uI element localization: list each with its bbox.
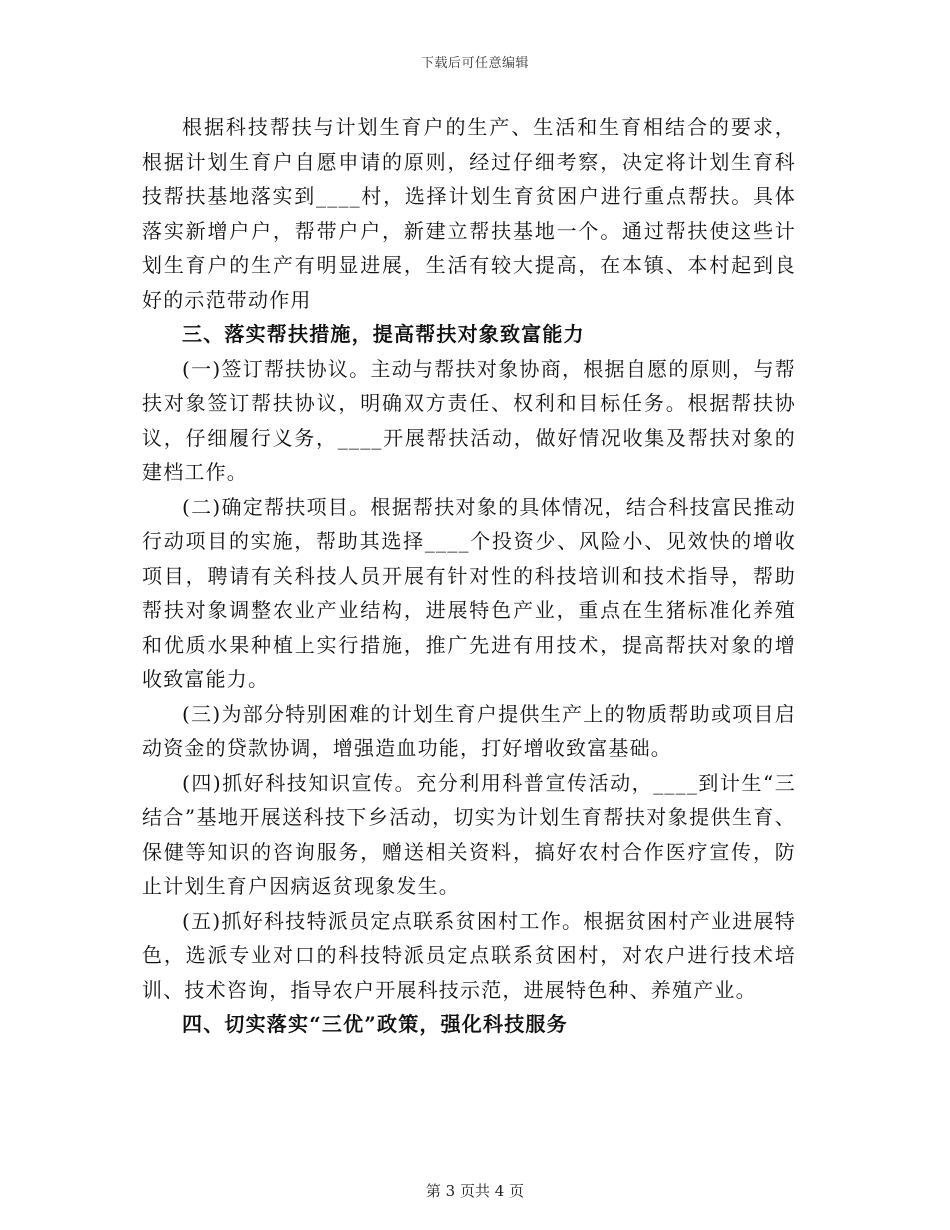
paragraph-define-projects: (二)确定帮扶项目。根据帮扶对象的具体情况，结合科技富民推动行动项目的实施，帮助其选择____个投资少、风险小、见效快的增收项目，聘请有关科技人员开展有针对性的科技培训和技术指导，帮助帮扶对象调整农业产业结构，进展特色产业，重点在生猪标准化养殖和优质水果种植上实行措施，推广先进有用技术，提高帮扶对象的增收致富能力。	[142, 494, 796, 691]
paragraph-sign-agreement: (一)签订帮扶协议。主动与帮扶对象协商，根据自愿的原则，与帮扶对象签订帮扶协议，明确双方责任、权利和目标任务。根据帮扶协议，仔细履行义务，____开展帮扶活动，做好情况收集及帮扶对象的建档工作。	[142, 356, 796, 484]
paragraph-basic-goal: 根据科技帮扶与计划生育户的生产、生活和生育相结合的要求，根据计划生育户自愿申请的原则，经过仔细考察，决定将计划生育科技帮扶基地落实到____村，选择计划生育贫困户进行重点帮扶。具体落实新增户户，帮带户户，新建立帮扶基地一个。通过帮扶使这些计划生育户的生产有明显进展，生活有较大提高，在本镇、本村起到良好的示范带动作用	[142, 115, 796, 312]
section-heading-3: 三、落实帮扶措施，提高帮扶对象致富能力	[182, 322, 585, 346]
paragraph-material-support: (三)为部分特别困难的计划生育户提供生产上的物质帮助或项目启动资金的贷款协调，增强造血功能，打好增收致富基础。	[142, 701, 796, 760]
page-footer: 第 3 页共 4 页	[425, 1182, 525, 1200]
paragraph-knowledge-publicity: (四)抓好科技知识宣传。充分利用科普宣传活动，____到计生“三结合”基地开展送科技下乡活动，切实为计划生育帮扶对象提供生育、保健等知识的咨询服务，赠送相关资料，搞好农村合作医疗宣传，防止计划生育户因病返贫现象发生。	[142, 770, 796, 898]
paragraph-tech-commissioner: (五)抓好科技特派员定点联系贫困村工作。根据贫困村产业进展特色，选派专业对口的科技特派员定点联系贫困村，对农户进行技术培训、技术咨询，指导农户开展科技示范，进展特色种、养殖产业。	[142, 908, 796, 1002]
document-body	[142, 110, 796, 1042]
section-heading-4: 四、切实落实“三优”政策，强化科技服务	[182, 1012, 568, 1036]
page-header: 下载后可任意编辑	[420, 56, 529, 71]
